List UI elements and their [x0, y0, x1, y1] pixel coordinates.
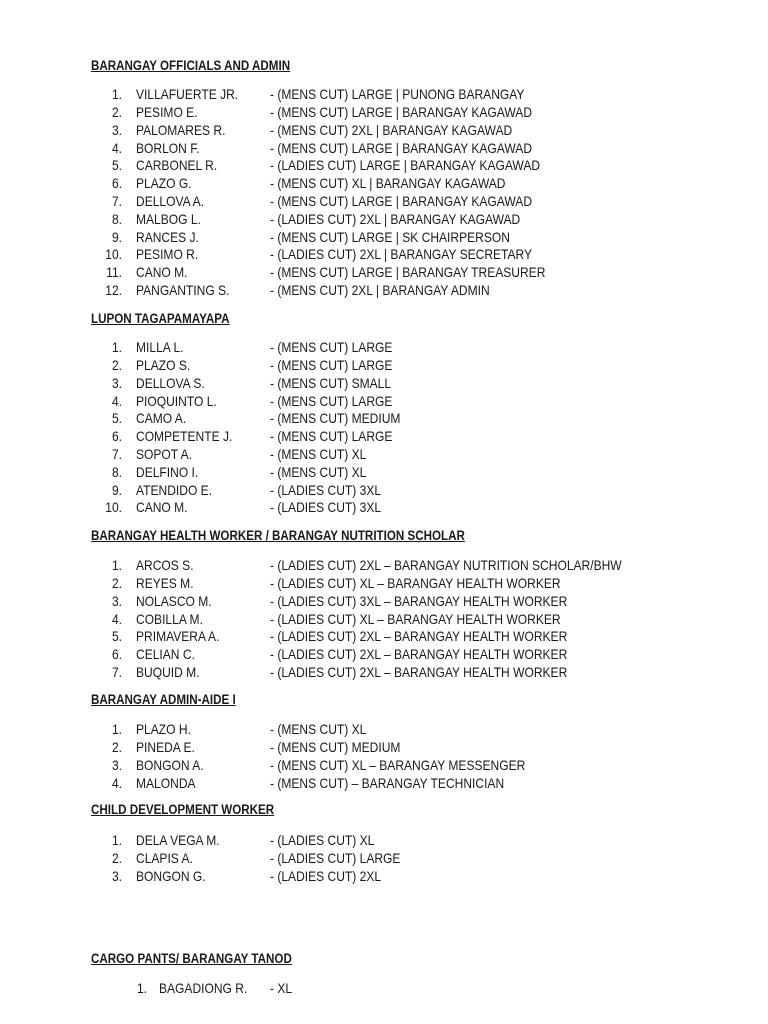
section-heading: CHILD DEVELOPMENT WORKER: [91, 802, 275, 817]
item-detail: - (MENS CUT) LARGE | BARANGAY KAGAWAD: [270, 140, 533, 156]
item-name: CARBONEL R.: [136, 157, 218, 173]
item-name: ATENDIDO E.: [136, 482, 213, 498]
item-number: 4.: [111, 140, 122, 156]
item-name: PLAZO H.: [136, 721, 191, 737]
item-detail: - (MENS CUT) XL – BARANGAY MESSENGER: [270, 757, 526, 773]
item-name: DELFINO I.: [136, 464, 199, 480]
item-number: 6.: [111, 175, 122, 191]
item-detail: - (MENS CUT) LARGE | BARANGAY KAGAWAD: [270, 104, 533, 120]
item-number: 8.: [111, 464, 122, 480]
list-item: [0, 756, 768, 774]
item-name: MALBOG L.: [136, 211, 201, 227]
item-name: DELA VEGA M.: [136, 832, 220, 848]
item-number: 1.: [111, 721, 122, 737]
item-name: CAMO A.: [136, 410, 187, 426]
item-name: COBILLA M.: [136, 611, 203, 627]
item-name: PINEDA E.: [136, 739, 195, 755]
item-name: PIOQUINTO L.: [136, 393, 217, 409]
item-number: 10.: [105, 499, 122, 515]
item-detail: - (LADIES CUT) 3XL: [270, 482, 382, 498]
list-item: [0, 281, 768, 299]
item-detail: - (LADIES CUT) 2XL: [270, 868, 382, 884]
list-item: [0, 867, 768, 885]
list-item: [0, 156, 768, 174]
item-detail: - (MENS CUT) – BARANGAY TECHNICIAN: [270, 775, 505, 791]
item-name: MALONDA: [136, 775, 196, 791]
item-detail: - (LADIES CUT) 3XL – BARANGAY HEALTH WORKER: [270, 593, 568, 609]
list-item: [0, 263, 768, 281]
list-item: [0, 210, 768, 228]
item-name: PALOMARES R.: [136, 122, 226, 138]
item-detail: - (MENS CUT) XL: [270, 446, 367, 462]
item-name: NOLASCO M.: [136, 593, 212, 609]
item-name: DELLOVA S.: [136, 375, 205, 391]
item-number: 1.: [111, 832, 122, 848]
item-detail: - (LADIES CUT) 2XL | BARANGAY SECRETARY: [270, 246, 533, 262]
item-number: 3.: [111, 757, 122, 773]
item-number: 4.: [111, 393, 122, 409]
list-item: [0, 481, 768, 499]
item-number: 5.: [111, 157, 122, 173]
item-detail: - (MENS CUT) MEDIUM: [270, 410, 401, 426]
item-number: 3.: [111, 593, 122, 609]
item-detail: - (LADIES CUT) LARGE | BARANGAY KAGAWAD: [270, 157, 541, 173]
item-number: 11.: [106, 264, 122, 280]
list-item: [0, 103, 768, 121]
item-name: CANO M.: [136, 264, 188, 280]
item-name: RANCES J.: [136, 229, 199, 245]
item-number: 7.: [111, 446, 122, 462]
item-detail: - (LADIES CUT) 3XL: [270, 499, 382, 515]
list-item: [0, 374, 768, 392]
item-number: 3.: [111, 868, 122, 884]
item-name: PANGANTING S.: [136, 282, 230, 298]
item-number: 2.: [111, 575, 122, 591]
list-item: [0, 556, 768, 574]
item-detail: - (MENS CUT) XL: [270, 464, 367, 480]
item-detail: - (LADIES CUT) 2XL – BARANGAY NUTRITION SCHOLAR/BHW: [270, 557, 622, 573]
item-detail: - (MENS CUT) 2XL | BARANGAY ADMIN: [270, 282, 490, 298]
item-detail: - (MENS CUT) LARGE | BARANGAY KAGAWAD: [270, 193, 533, 209]
list-item: [0, 627, 768, 645]
item-number: 2.: [111, 104, 122, 120]
item-number: 7.: [111, 664, 122, 680]
item-detail: - (LADIES CUT) 2XL – BARANGAY HEALTH WORKER: [270, 646, 568, 662]
item-number: 3.: [111, 122, 122, 138]
item-name: PRIMAVERA A.: [136, 628, 220, 644]
item-number: 6.: [111, 428, 122, 444]
list-item: [0, 392, 768, 410]
item-name: PLAZO G.: [136, 175, 192, 191]
item-name: PESIMO R.: [136, 246, 199, 262]
item-detail: - (LADIES CUT) XL – BARANGAY HEALTH WORKER: [270, 611, 561, 627]
list-item: [0, 831, 768, 849]
list-item: [0, 245, 768, 263]
item-name: PLAZO S.: [136, 357, 191, 373]
item-number: 8.: [111, 211, 122, 227]
item-number: 1.: [111, 339, 122, 355]
list-item: [0, 121, 768, 139]
item-name: VILLAFUERTE JR.: [136, 86, 239, 102]
item-name: BONGON G.: [136, 868, 206, 884]
section-heading: BARANGAY HEALTH WORKER / BARANGAY NUTRITION SCHOLAR: [91, 528, 465, 543]
list-item: [0, 592, 768, 610]
list-item: [0, 139, 768, 157]
list-item: [0, 427, 768, 445]
item-number: 1.: [136, 980, 147, 996]
list-item: [0, 738, 768, 756]
list-item: [0, 463, 768, 481]
section-heading: CARGO PANTS/ BARANGAY TANOD: [91, 951, 292, 966]
item-number: 2.: [111, 357, 122, 373]
item-name: ARCOS S.: [136, 557, 194, 573]
item-detail: - (MENS CUT) LARGE: [270, 357, 393, 373]
item-number: 9.: [111, 482, 122, 498]
item-number: 6.: [111, 646, 122, 662]
item-detail: - (MENS CUT) LARGE | SK CHAIRPERSON: [270, 229, 510, 245]
list-item: [0, 663, 768, 681]
section-heading: BARANGAY OFFICIALS AND ADMIN: [91, 58, 291, 73]
list-item: [0, 645, 768, 663]
list-item: [0, 228, 768, 246]
item-name: SOPOT A.: [136, 446, 192, 462]
item-name: BUQUID M.: [136, 664, 200, 680]
item-detail: - (MENS CUT) LARGE: [270, 393, 393, 409]
item-detail: - (LADIES CUT) LARGE: [270, 850, 401, 866]
item-name: BORLON F.: [136, 140, 200, 156]
item-detail: - (LADIES CUT) 2XL | BARANGAY KAGAWAD: [270, 211, 521, 227]
section-heading: LUPON TAGAPAMAYAPA: [91, 311, 230, 326]
item-name: COMPETENTE J.: [136, 428, 233, 444]
item-number: 10.: [105, 246, 122, 262]
item-number: 2.: [111, 850, 122, 866]
item-detail: - (MENS CUT) MEDIUM: [270, 739, 401, 755]
item-number: 12.: [105, 282, 122, 298]
item-name: PESIMO E.: [136, 104, 198, 120]
list-item: [0, 498, 768, 516]
item-name: BONGON A.: [136, 757, 204, 773]
item-detail: - (MENS CUT) SMALL: [270, 375, 392, 391]
item-number: 5.: [111, 410, 122, 426]
item-detail: - (LADIES CUT) XL – BARANGAY HEALTH WORKER: [270, 575, 561, 591]
item-detail: - (LADIES CUT) 2XL – BARANGAY HEALTH WORKER: [270, 664, 568, 680]
item-detail: - (MENS CUT) LARGE: [270, 339, 393, 355]
item-name: CLAPIS A.: [136, 850, 193, 866]
item-name: CANO M.: [136, 499, 188, 515]
item-name: DELLOVA A.: [136, 193, 205, 209]
item-number: 9.: [111, 229, 122, 245]
item-number: 5.: [111, 628, 122, 644]
item-number: 4.: [111, 775, 122, 791]
item-name: CELIAN C.: [136, 646, 195, 662]
item-name: BAGADIONG R.: [159, 980, 248, 996]
section-heading: BARANGAY ADMIN-AIDE I: [91, 692, 236, 707]
list-item: [0, 720, 768, 738]
list-item: [0, 979, 768, 997]
item-name: MILLA L.: [136, 339, 184, 355]
item-detail: - (MENS CUT) XL | BARANGAY KAGAWAD: [270, 175, 506, 191]
item-detail: - (MENS CUT) 2XL | BARANGAY KAGAWAD: [270, 122, 513, 138]
item-number: 1.: [111, 557, 122, 573]
item-number: 1.: [111, 86, 122, 102]
list-item: [0, 174, 768, 192]
list-item: [0, 849, 768, 867]
item-name: REYES M.: [136, 575, 194, 591]
item-detail: - (MENS CUT) LARGE | BARANGAY TREASURER: [270, 264, 546, 280]
item-number: 7.: [111, 193, 122, 209]
list-item: [0, 610, 768, 628]
item-number: 4.: [111, 611, 122, 627]
item-detail: - XL: [270, 980, 293, 996]
item-detail: - (MENS CUT) XL: [270, 721, 367, 737]
list-item: [0, 356, 768, 374]
list-item: [0, 409, 768, 427]
item-detail: - (LADIES CUT) 2XL – BARANGAY HEALTH WORKER: [270, 628, 568, 644]
item-number: 3.: [111, 375, 122, 391]
item-detail: - (LADIES CUT) XL: [270, 832, 375, 848]
item-number: 2.: [111, 739, 122, 755]
list-item: [0, 338, 768, 356]
item-detail: - (MENS CUT) LARGE: [270, 428, 393, 444]
list-item: [0, 445, 768, 463]
item-detail: - (MENS CUT) LARGE | PUNONG BARANGAY: [270, 86, 525, 102]
list-item: [0, 85, 768, 103]
list-item: [0, 574, 768, 592]
list-item: [0, 192, 768, 210]
list-item: [0, 774, 768, 792]
